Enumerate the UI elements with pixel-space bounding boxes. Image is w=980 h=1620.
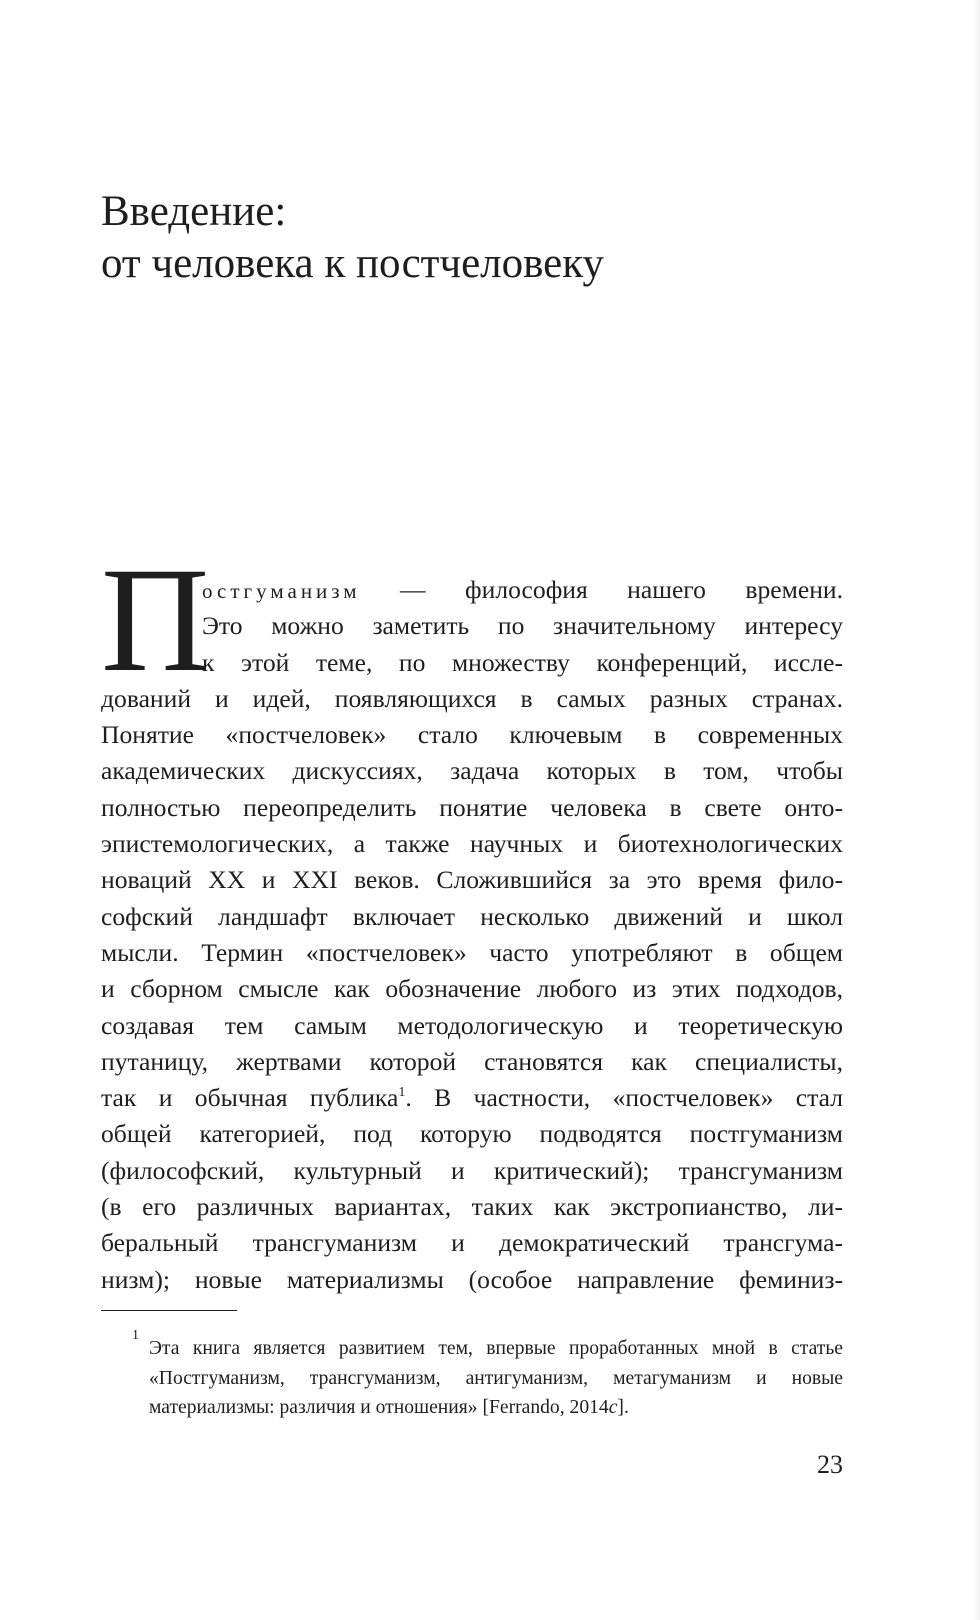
text-line: академических дискуссиях, задача которых в том, чтобы — [101, 756, 843, 786]
chapter-title-line-1: Введение: — [101, 188, 287, 235]
footnote-citation-letter: c — [608, 1397, 618, 1418]
page-number: 23 — [817, 1450, 843, 1479]
text-line: низм); новые материализмы (особое направление феминиз- — [101, 1264, 843, 1294]
drop-cap: П — [101, 537, 210, 703]
footnote-line: «Постгуманизм, трансгуманизм, антигуманизм, метагуманизм и новые — [149, 1367, 843, 1389]
text-line: путаницу, жертвами которой становятся как специалисты, — [101, 1046, 843, 1076]
text-line: (философский, культурный и критический); трансгуманизм — [101, 1155, 843, 1185]
text-line: беральный трансгуманизм и демократический трансгума- — [101, 1228, 843, 1258]
footnote-line — [149, 1393, 843, 1423]
footnote-line: Эта книга является развитием тем, впервые проработанных мной в статье — [149, 1338, 843, 1359]
text-line: Понятие «постчеловек» стало ключевым в современных — [101, 720, 843, 750]
text-line — [101, 1080, 843, 1116]
footnote-line-end: ]. — [617, 1397, 629, 1418]
footnote-line-content: материализмы: различия и отношения» [Ferrando, 2014 — [149, 1397, 609, 1418]
text-line-content: . В частности, «постчеловек» стал — [405, 1083, 843, 1113]
text-line: дований и идей, появляющихся в самых разных странах. — [101, 683, 843, 713]
text-line: общей категорией, под которую подводятся постгуманизм — [101, 1119, 843, 1149]
page-edge — [974, 0, 980, 1620]
text-line: полностью переопределить понятие человека в свете онто- — [101, 792, 843, 822]
text-line: Это можно заметить по значительному интересу — [202, 611, 843, 641]
text-line: (в его различных вариантах, таких как экстропианство, ли- — [101, 1192, 843, 1222]
text-line-content: так и обычная публика — [101, 1083, 399, 1113]
text-line: эпистемологических, а также научных и биотехнологических — [101, 829, 843, 859]
chapter-title-line-2: от человека к постчеловеку — [101, 240, 605, 287]
first-word-smallcaps: остгуманизм — [202, 579, 361, 603]
footnote-reference[interactable]: 1 — [398, 1085, 406, 1101]
text-line: мысли. Термин «постчеловек» часто употребляют в общем — [101, 937, 843, 967]
text-line-content: — философия нашего времени. — [400, 575, 843, 604]
text-line: и сборном смысле как обозначение любого из этих подходов, — [101, 974, 843, 1004]
chapter-title — [101, 186, 604, 290]
footnote-separator — [101, 1310, 237, 1311]
text-line: новаций XX и XXI веков. Сложившийся за это время фило- — [101, 865, 843, 895]
footnote-marker: 1 — [132, 1328, 139, 1343]
text-line — [202, 572, 843, 608]
footnote — [101, 1328, 843, 1423]
text-line: к этой теме, по множеству конференций, иссле- — [202, 647, 843, 677]
text-line: создавая тем самым методологическую и теоретическую — [101, 1010, 843, 1040]
text-line: софский ландшафт включает несколько движений и школ — [101, 901, 843, 931]
body-paragraph — [101, 572, 843, 1298]
